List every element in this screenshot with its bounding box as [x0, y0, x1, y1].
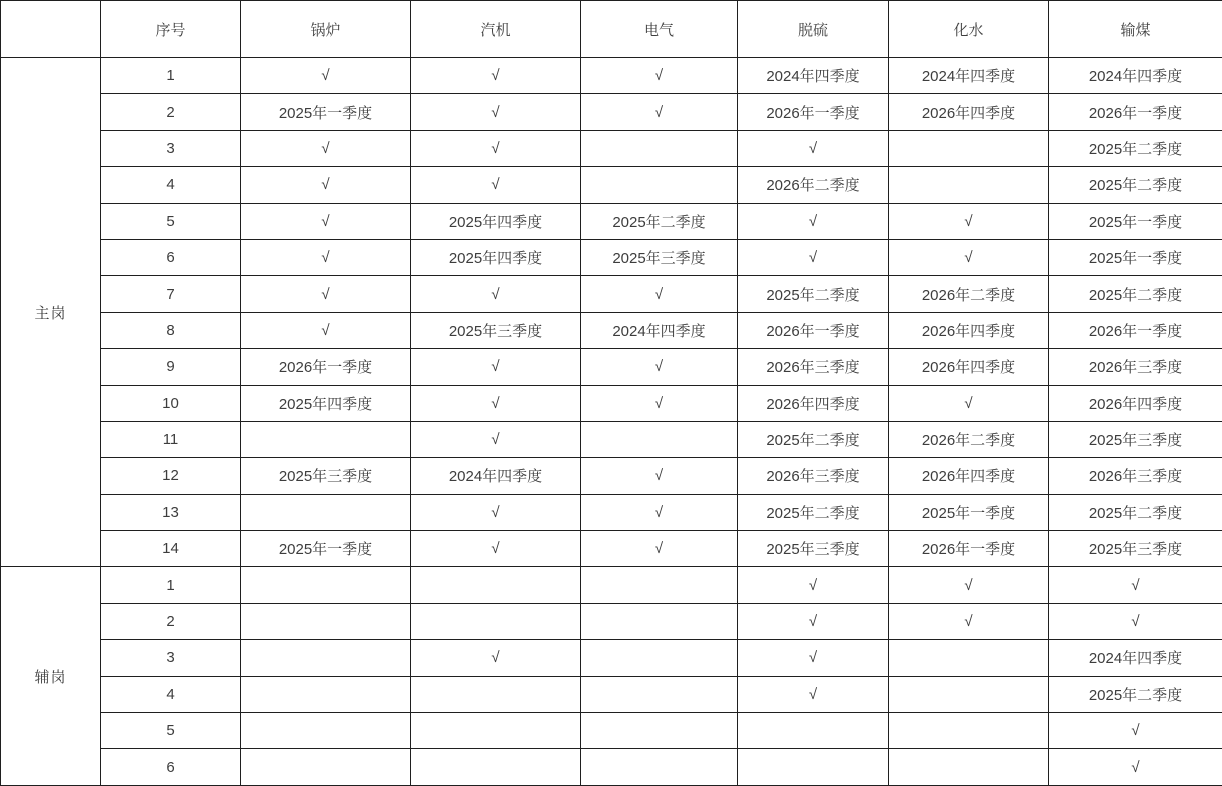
- data-cell: [581, 749, 738, 786]
- data-cell: √: [411, 421, 581, 457]
- column-header: 锅炉: [241, 1, 411, 58]
- data-cell: 2024年四季度: [581, 312, 738, 348]
- column-header: 输煤: [1049, 1, 1222, 58]
- serial-number-cell: 9: [101, 349, 241, 385]
- data-cell: 2025年三季度: [241, 458, 411, 494]
- table-row: [1, 494, 1222, 530]
- table-row: [1, 203, 1222, 239]
- table-row: [1, 421, 1222, 457]
- data-cell: [581, 713, 738, 749]
- data-cell: 2025年二季度: [738, 421, 889, 457]
- data-cell: √: [738, 640, 889, 676]
- table-row: [1, 385, 1222, 421]
- serial-number-cell: 5: [101, 203, 241, 239]
- data-cell: [241, 676, 411, 712]
- data-cell: [889, 713, 1049, 749]
- data-cell: 2026年一季度: [1049, 312, 1222, 348]
- table-row: [1, 603, 1222, 639]
- data-cell: 2025年二季度: [1049, 276, 1222, 312]
- data-cell: [241, 421, 411, 457]
- column-header: 序号: [101, 1, 241, 58]
- data-cell: √: [411, 349, 581, 385]
- data-cell: 2026年一季度: [738, 94, 889, 130]
- column-header: 电气: [581, 1, 738, 58]
- data-cell: 2026年三季度: [738, 458, 889, 494]
- data-cell: √: [581, 385, 738, 421]
- table-row: [1, 531, 1222, 567]
- data-cell: 2026年二季度: [889, 421, 1049, 457]
- data-cell: 2025年二季度: [1049, 167, 1222, 203]
- data-cell: [581, 167, 738, 203]
- table-row: [1, 94, 1222, 130]
- data-cell: [241, 603, 411, 639]
- table-row: [1, 749, 1222, 786]
- data-cell: 2024年四季度: [738, 58, 889, 94]
- data-cell: [581, 421, 738, 457]
- data-cell: √: [241, 239, 411, 275]
- data-cell: √: [889, 567, 1049, 603]
- data-cell: 2026年一季度: [1049, 94, 1222, 130]
- data-cell: √: [241, 130, 411, 166]
- serial-number-cell: 10: [101, 385, 241, 421]
- data-cell: √: [411, 531, 581, 567]
- data-cell: 2025年一季度: [1049, 203, 1222, 239]
- table-row: [1, 276, 1222, 312]
- table-row: [1, 167, 1222, 203]
- column-header: 脱硫: [738, 1, 889, 58]
- data-cell: 2026年二季度: [889, 276, 1049, 312]
- data-cell: 2025年四季度: [411, 239, 581, 275]
- data-cell: 2026年一季度: [241, 349, 411, 385]
- serial-number-cell: 13: [101, 494, 241, 530]
- table-row: [1, 130, 1222, 166]
- data-cell: √: [581, 458, 738, 494]
- data-cell: 2026年三季度: [738, 349, 889, 385]
- column-header: 化水: [889, 1, 1049, 58]
- serial-number-cell: 1: [101, 567, 241, 603]
- data-cell: 2025年二季度: [738, 276, 889, 312]
- serial-number-cell: 2: [101, 603, 241, 639]
- table-row: [1, 676, 1222, 712]
- data-cell: 2026年四季度: [889, 349, 1049, 385]
- data-cell: 2025年二季度: [738, 494, 889, 530]
- data-cell: √: [738, 676, 889, 712]
- table-row: [1, 239, 1222, 275]
- data-cell: 2026年一季度: [738, 312, 889, 348]
- data-cell: 2025年一季度: [241, 531, 411, 567]
- data-cell: [581, 603, 738, 639]
- data-cell: √: [411, 385, 581, 421]
- data-cell: 2025年四季度: [411, 203, 581, 239]
- serial-number-cell: 2: [101, 94, 241, 130]
- data-cell: [581, 567, 738, 603]
- data-cell: [889, 640, 1049, 676]
- data-cell: √: [411, 58, 581, 94]
- data-cell: [889, 130, 1049, 166]
- data-cell: 2025年二季度: [581, 203, 738, 239]
- data-cell: √: [581, 94, 738, 130]
- data-cell: 2024年四季度: [1049, 58, 1222, 94]
- data-cell: [411, 749, 581, 786]
- serial-number-cell: 12: [101, 458, 241, 494]
- data-cell: √: [738, 130, 889, 166]
- data-cell: √: [889, 385, 1049, 421]
- data-cell: √: [1049, 567, 1222, 603]
- data-cell: √: [241, 58, 411, 94]
- table-row: [1, 58, 1222, 94]
- data-cell: [581, 676, 738, 712]
- serial-number-cell: 3: [101, 130, 241, 166]
- data-cell: √: [241, 203, 411, 239]
- data-cell: 2025年三季度: [1049, 531, 1222, 567]
- data-cell: √: [1049, 603, 1222, 639]
- data-cell: √: [581, 349, 738, 385]
- column-header: 汽机: [411, 1, 581, 58]
- data-cell: [889, 167, 1049, 203]
- data-cell: [411, 603, 581, 639]
- serial-number-cell: 4: [101, 676, 241, 712]
- data-cell: √: [581, 58, 738, 94]
- row-group-label: 主岗: [1, 58, 101, 567]
- data-cell: 2025年一季度: [241, 94, 411, 130]
- serial-number-cell: 5: [101, 713, 241, 749]
- data-cell: √: [411, 130, 581, 166]
- data-cell: √: [889, 203, 1049, 239]
- serial-number-cell: 3: [101, 640, 241, 676]
- data-cell: 2026年三季度: [1049, 349, 1222, 385]
- table-row: [1, 567, 1222, 603]
- data-cell: √: [889, 603, 1049, 639]
- row-group-label: 辅岗: [1, 567, 101, 786]
- serial-number-cell: 4: [101, 167, 241, 203]
- data-cell: √: [738, 203, 889, 239]
- data-cell: [411, 567, 581, 603]
- data-cell: √: [738, 239, 889, 275]
- data-cell: 2025年四季度: [241, 385, 411, 421]
- data-cell: √: [411, 494, 581, 530]
- data-cell: 2024年四季度: [1049, 640, 1222, 676]
- table-row: [1, 458, 1222, 494]
- data-cell: [241, 494, 411, 530]
- data-cell: 2025年三季度: [411, 312, 581, 348]
- serial-number-cell: 6: [101, 239, 241, 275]
- serial-number-cell: 6: [101, 749, 241, 786]
- data-cell: [889, 749, 1049, 786]
- serial-number-cell: 8: [101, 312, 241, 348]
- data-cell: 2024年四季度: [411, 458, 581, 494]
- data-cell: 2026年四季度: [738, 385, 889, 421]
- data-cell: [581, 640, 738, 676]
- data-cell: √: [889, 239, 1049, 275]
- table-row: [1, 713, 1222, 749]
- data-cell: [411, 713, 581, 749]
- data-cell: [411, 676, 581, 712]
- data-cell: √: [241, 167, 411, 203]
- data-cell: 2026年二季度: [738, 167, 889, 203]
- data-cell: 2026年一季度: [889, 531, 1049, 567]
- serial-number-cell: 7: [101, 276, 241, 312]
- data-cell: √: [411, 94, 581, 130]
- table-row: [1, 640, 1222, 676]
- data-cell: [581, 130, 738, 166]
- data-cell: 2024年四季度: [889, 58, 1049, 94]
- data-cell: 2025年三季度: [581, 239, 738, 275]
- data-cell: 2025年二季度: [1049, 494, 1222, 530]
- data-cell: [738, 749, 889, 786]
- table-row: [1, 312, 1222, 348]
- data-cell: √: [411, 640, 581, 676]
- data-cell: √: [411, 276, 581, 312]
- data-cell: √: [581, 494, 738, 530]
- data-cell: 2025年三季度: [738, 531, 889, 567]
- data-cell: 2025年一季度: [889, 494, 1049, 530]
- corner-header-cell: [1, 1, 101, 58]
- data-cell: 2026年四季度: [889, 458, 1049, 494]
- data-cell: √: [581, 531, 738, 567]
- serial-number-cell: 1: [101, 58, 241, 94]
- data-cell: [241, 713, 411, 749]
- data-cell: √: [581, 276, 738, 312]
- data-cell: [241, 749, 411, 786]
- data-cell: √: [738, 567, 889, 603]
- data-cell: √: [411, 167, 581, 203]
- data-cell: 2025年二季度: [1049, 676, 1222, 712]
- data-cell: 2026年三季度: [1049, 458, 1222, 494]
- data-cell: √: [1049, 713, 1222, 749]
- data-cell: 2026年四季度: [889, 94, 1049, 130]
- data-cell: [889, 676, 1049, 712]
- data-cell: 2026年四季度: [1049, 385, 1222, 421]
- data-cell: √: [241, 276, 411, 312]
- data-cell: 2026年四季度: [889, 312, 1049, 348]
- header-row: [1, 1, 1222, 58]
- serial-number-cell: 11: [101, 421, 241, 457]
- data-cell: [241, 640, 411, 676]
- table-row: [1, 349, 1222, 385]
- data-cell: √: [738, 603, 889, 639]
- data-cell: [241, 567, 411, 603]
- data-cell: 2025年三季度: [1049, 421, 1222, 457]
- serial-number-cell: 14: [101, 531, 241, 567]
- data-cell: 2025年一季度: [1049, 239, 1222, 275]
- data-cell: 2025年二季度: [1049, 130, 1222, 166]
- data-cell: √: [1049, 749, 1222, 786]
- data-cell: √: [241, 312, 411, 348]
- data-cell: [738, 713, 889, 749]
